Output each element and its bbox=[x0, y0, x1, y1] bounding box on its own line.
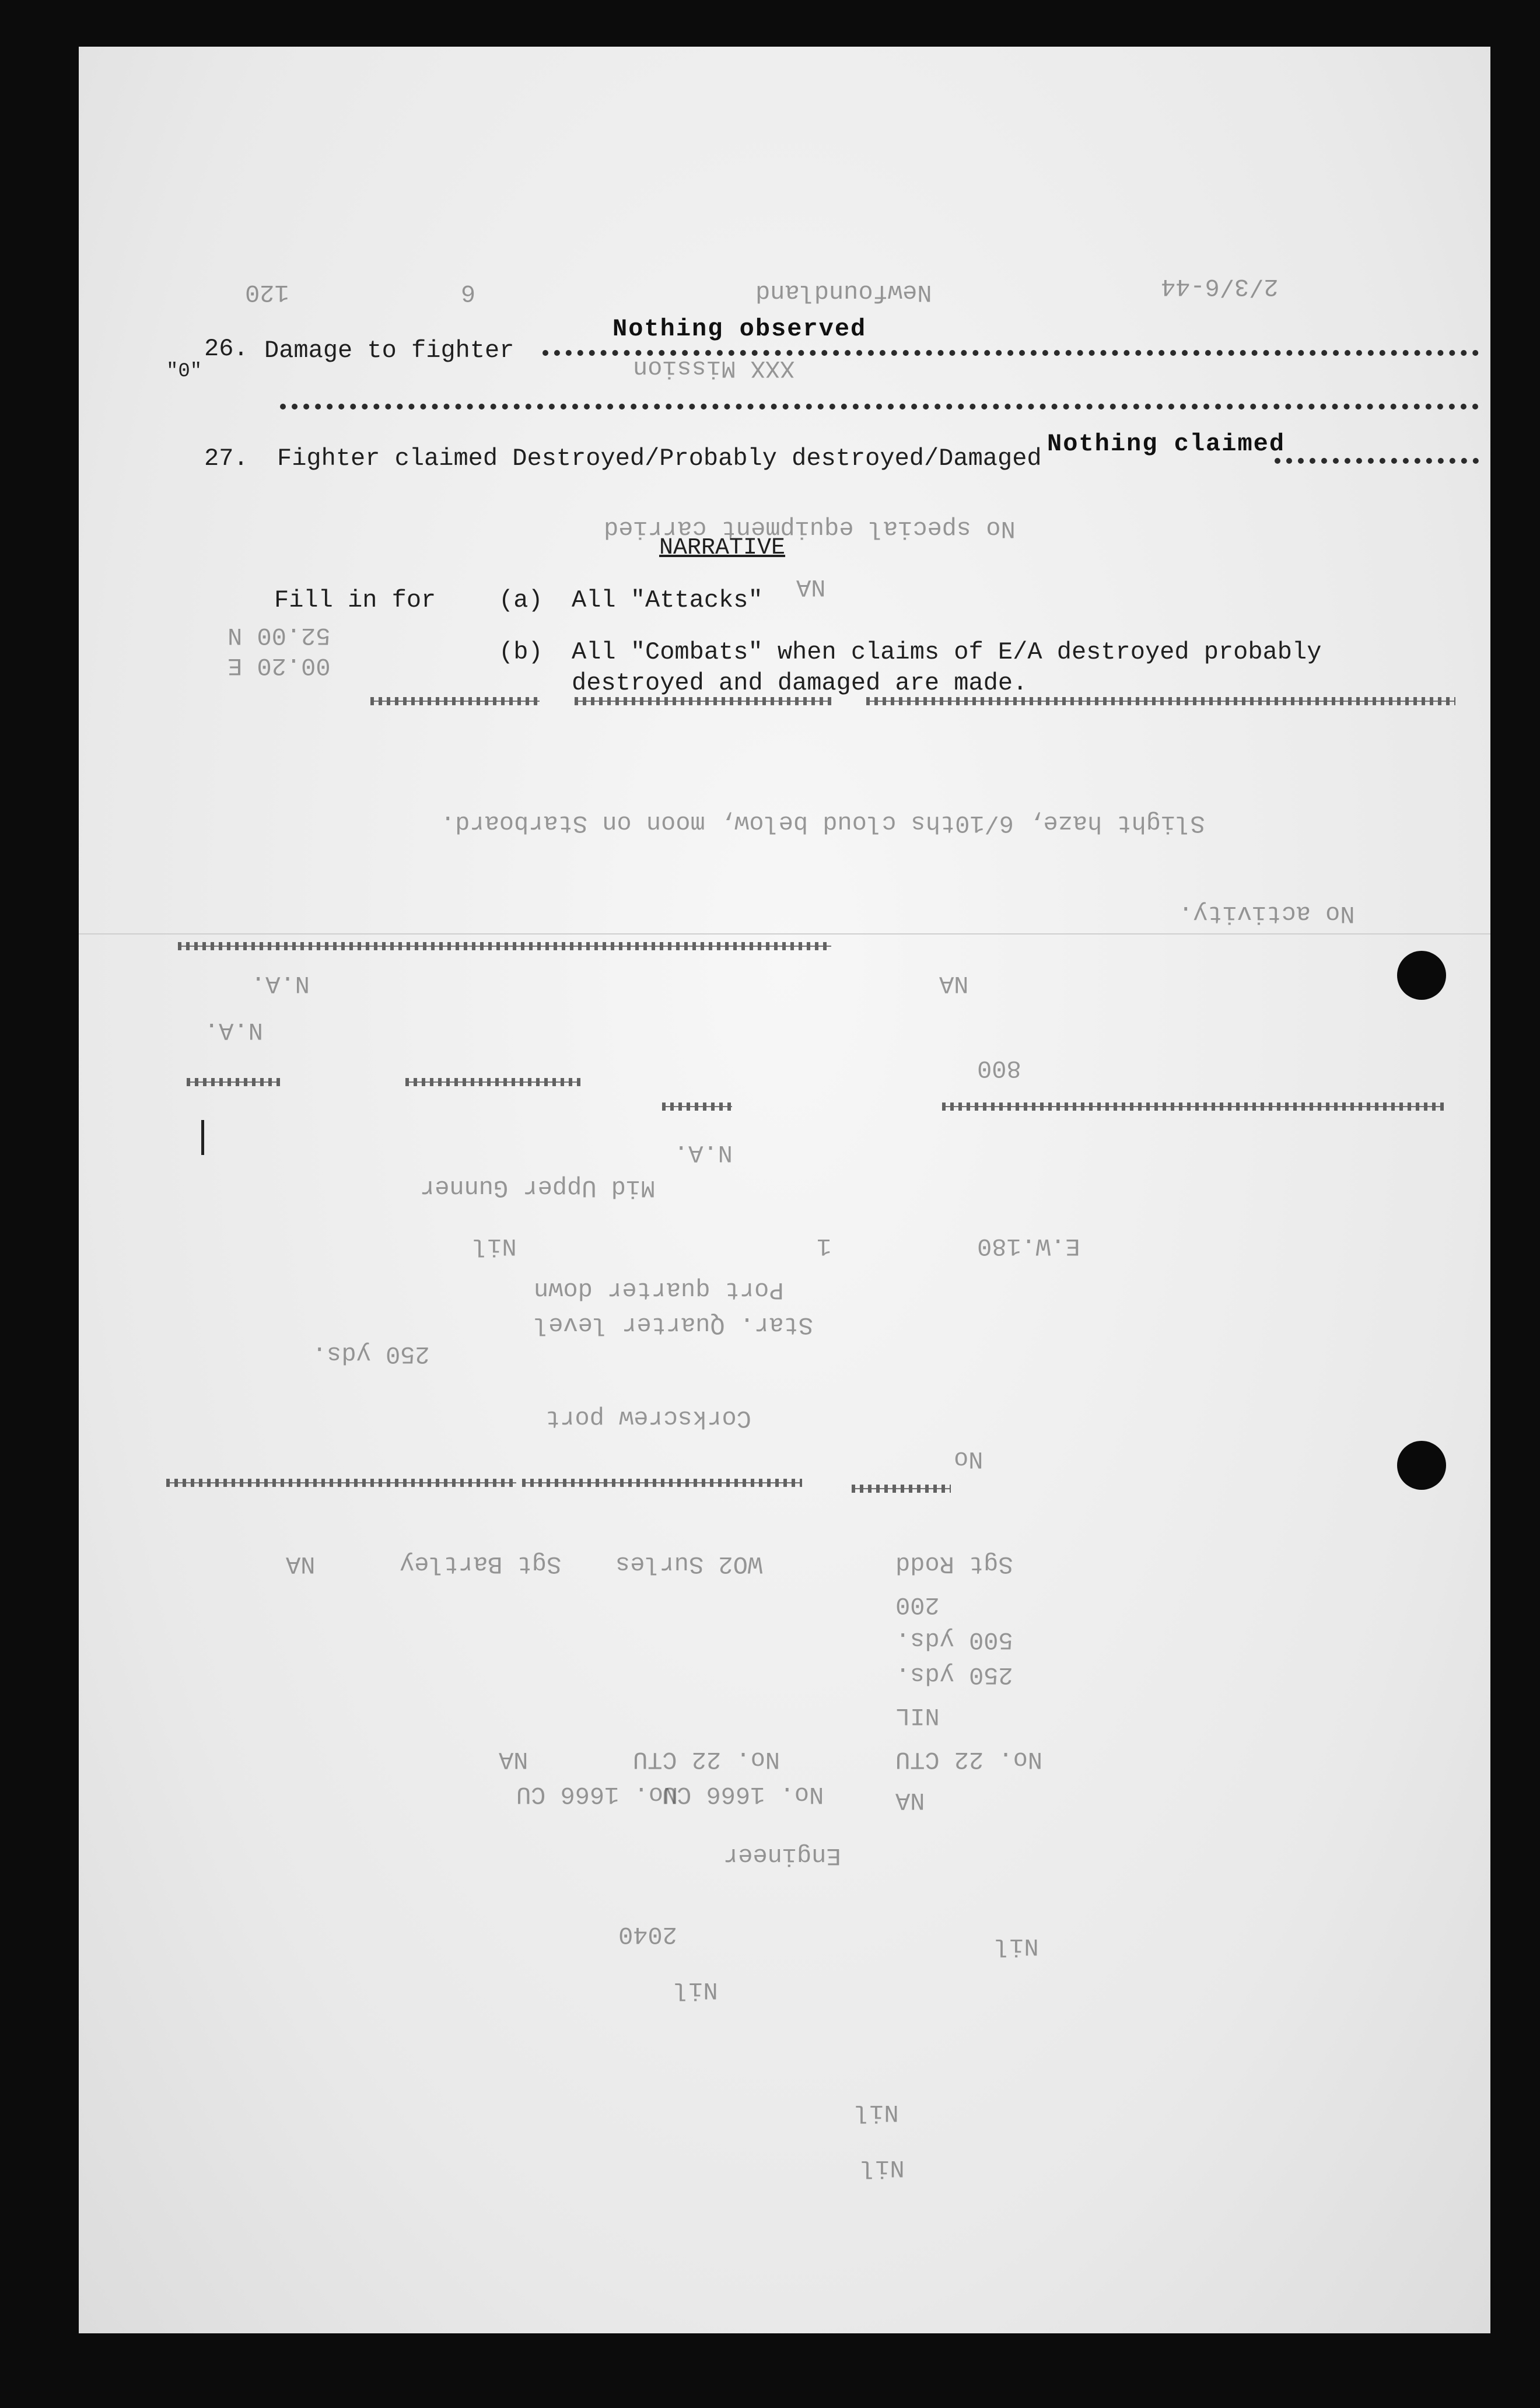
bleed-through-text: WO2 Surles bbox=[615, 1550, 763, 1578]
bleed-through-text: Nil bbox=[860, 2154, 905, 2182]
bleed-through-text: No. 1666 CU bbox=[662, 1780, 824, 1808]
option-b-text-1: All "Combats" when claims of E/A destroyed probably bbox=[572, 638, 1322, 666]
bleed-through-rule bbox=[178, 942, 831, 950]
bleed-through-rule bbox=[522, 1479, 802, 1487]
punch-hole bbox=[1397, 951, 1446, 1000]
bleed-through-text: NA bbox=[939, 970, 969, 998]
bleed-through-text: NA bbox=[286, 1550, 316, 1578]
bleed-through-text: Mid Upper Gunner bbox=[420, 1174, 656, 1202]
fold-line bbox=[79, 933, 1490, 935]
bleed-through-rule bbox=[166, 1479, 516, 1487]
bleed-through-text: No. 1666 CU bbox=[516, 1780, 678, 1808]
bleed-through-text: 2040 bbox=[618, 1920, 677, 1948]
item-26-number: 26. bbox=[204, 335, 249, 363]
bleed-through-rule bbox=[866, 697, 1455, 705]
bleed-through-text: 1 bbox=[817, 1232, 832, 1260]
bleed-through-text: E.W.180 bbox=[977, 1232, 1080, 1260]
bleed-through-text: No activity. bbox=[1178, 900, 1355, 928]
bleed-through-rule bbox=[575, 697, 831, 705]
bleed-through-text: 250 yds. bbox=[312, 1340, 430, 1368]
item-27-label: Fighter claimed Destroyed/Probably destroyed/Damaged bbox=[277, 444, 1042, 473]
item-26-label: Damage to fighter bbox=[264, 337, 514, 365]
bleed-through-text: Sgt Rodd bbox=[895, 1550, 1013, 1578]
item-27-number: 27. bbox=[204, 444, 249, 473]
bleed-through-text: NIL bbox=[895, 1702, 940, 1730]
bleed-through-text: No. 22 CTU bbox=[895, 1745, 1043, 1773]
narrative-heading: NARRATIVE bbox=[659, 535, 786, 561]
stray-mark bbox=[201, 1120, 204, 1155]
bleed-through-text: Engineer bbox=[723, 1842, 841, 1870]
bleed-through-text: Nil bbox=[473, 1232, 517, 1260]
bleed-through-rule bbox=[187, 1078, 280, 1086]
item-26-answer: Nothing observed bbox=[612, 315, 867, 343]
margin-note: "0" bbox=[166, 360, 202, 383]
dotted-line bbox=[280, 404, 1479, 410]
fill-in-label: Fill in for bbox=[274, 586, 436, 614]
bleed-through-text: No special equipment carried bbox=[604, 514, 1016, 542]
bleed-through-rule bbox=[370, 697, 540, 705]
bleed-through-text: Newfoundland bbox=[755, 278, 932, 306]
bleed-through-text: N.A. bbox=[251, 970, 310, 998]
bleed-through-rule bbox=[942, 1102, 1444, 1111]
bleed-through-rule bbox=[405, 1078, 580, 1086]
document-page bbox=[79, 47, 1490, 2333]
bleed-through-text: Nil bbox=[855, 2098, 899, 2126]
option-b-label: (b) bbox=[499, 638, 543, 666]
bleed-through-text: No. 22 CTU bbox=[633, 1745, 780, 1773]
bleed-through-text: 6 bbox=[461, 278, 476, 306]
bleed-through-text: 500 yds. bbox=[895, 1626, 1013, 1654]
bleed-through-text: Port quarter down bbox=[534, 1276, 784, 1304]
bleed-through-text: Nil bbox=[674, 1976, 718, 2004]
bleed-through-text: 200 bbox=[895, 1591, 940, 1619]
bleed-through-text: No bbox=[954, 1445, 984, 1473]
option-a-text: All "Attacks" bbox=[572, 586, 763, 614]
bleed-through-text: N.A. bbox=[674, 1139, 733, 1167]
option-b-text-2: destroyed and damaged are made. bbox=[572, 669, 1028, 697]
bleed-through-text: Corkscrew port bbox=[545, 1404, 751, 1432]
bleed-through-text: Nil bbox=[995, 1932, 1039, 1960]
bleed-through-text: NA bbox=[796, 573, 826, 601]
bleed-through-text: 2/3/6-44 bbox=[1161, 272, 1279, 300]
bleed-through-text: Slight haze, 6/10ths cloud below, moon on Starboard. bbox=[440, 809, 1205, 837]
bleed-through-text: Sgt Bartley bbox=[400, 1550, 562, 1578]
dotted-line bbox=[1275, 458, 1479, 464]
punch-hole bbox=[1397, 1441, 1446, 1490]
bleed-through-text: NA bbox=[895, 1786, 925, 1814]
bleed-through-text: 00.20 E bbox=[228, 652, 331, 680]
bleed-through-text: N.A. bbox=[204, 1016, 263, 1044]
bleed-through-text: 250 yds. bbox=[895, 1661, 1013, 1689]
bleed-through-text: Star. Quarter level bbox=[534, 1311, 813, 1339]
bleed-through-rule bbox=[852, 1485, 951, 1493]
bleed-through-text: 52.00 N bbox=[228, 621, 331, 649]
bleed-through-text: NA bbox=[499, 1745, 528, 1773]
bleed-through-text: XXX Mission bbox=[633, 354, 795, 382]
bleed-through-text: 800 bbox=[977, 1054, 1021, 1082]
option-a-label: (a) bbox=[499, 586, 543, 614]
bleed-through-text: 120 bbox=[245, 278, 289, 306]
bleed-through-rule bbox=[662, 1102, 732, 1111]
item-27-answer: Nothing claimed bbox=[1047, 430, 1286, 458]
